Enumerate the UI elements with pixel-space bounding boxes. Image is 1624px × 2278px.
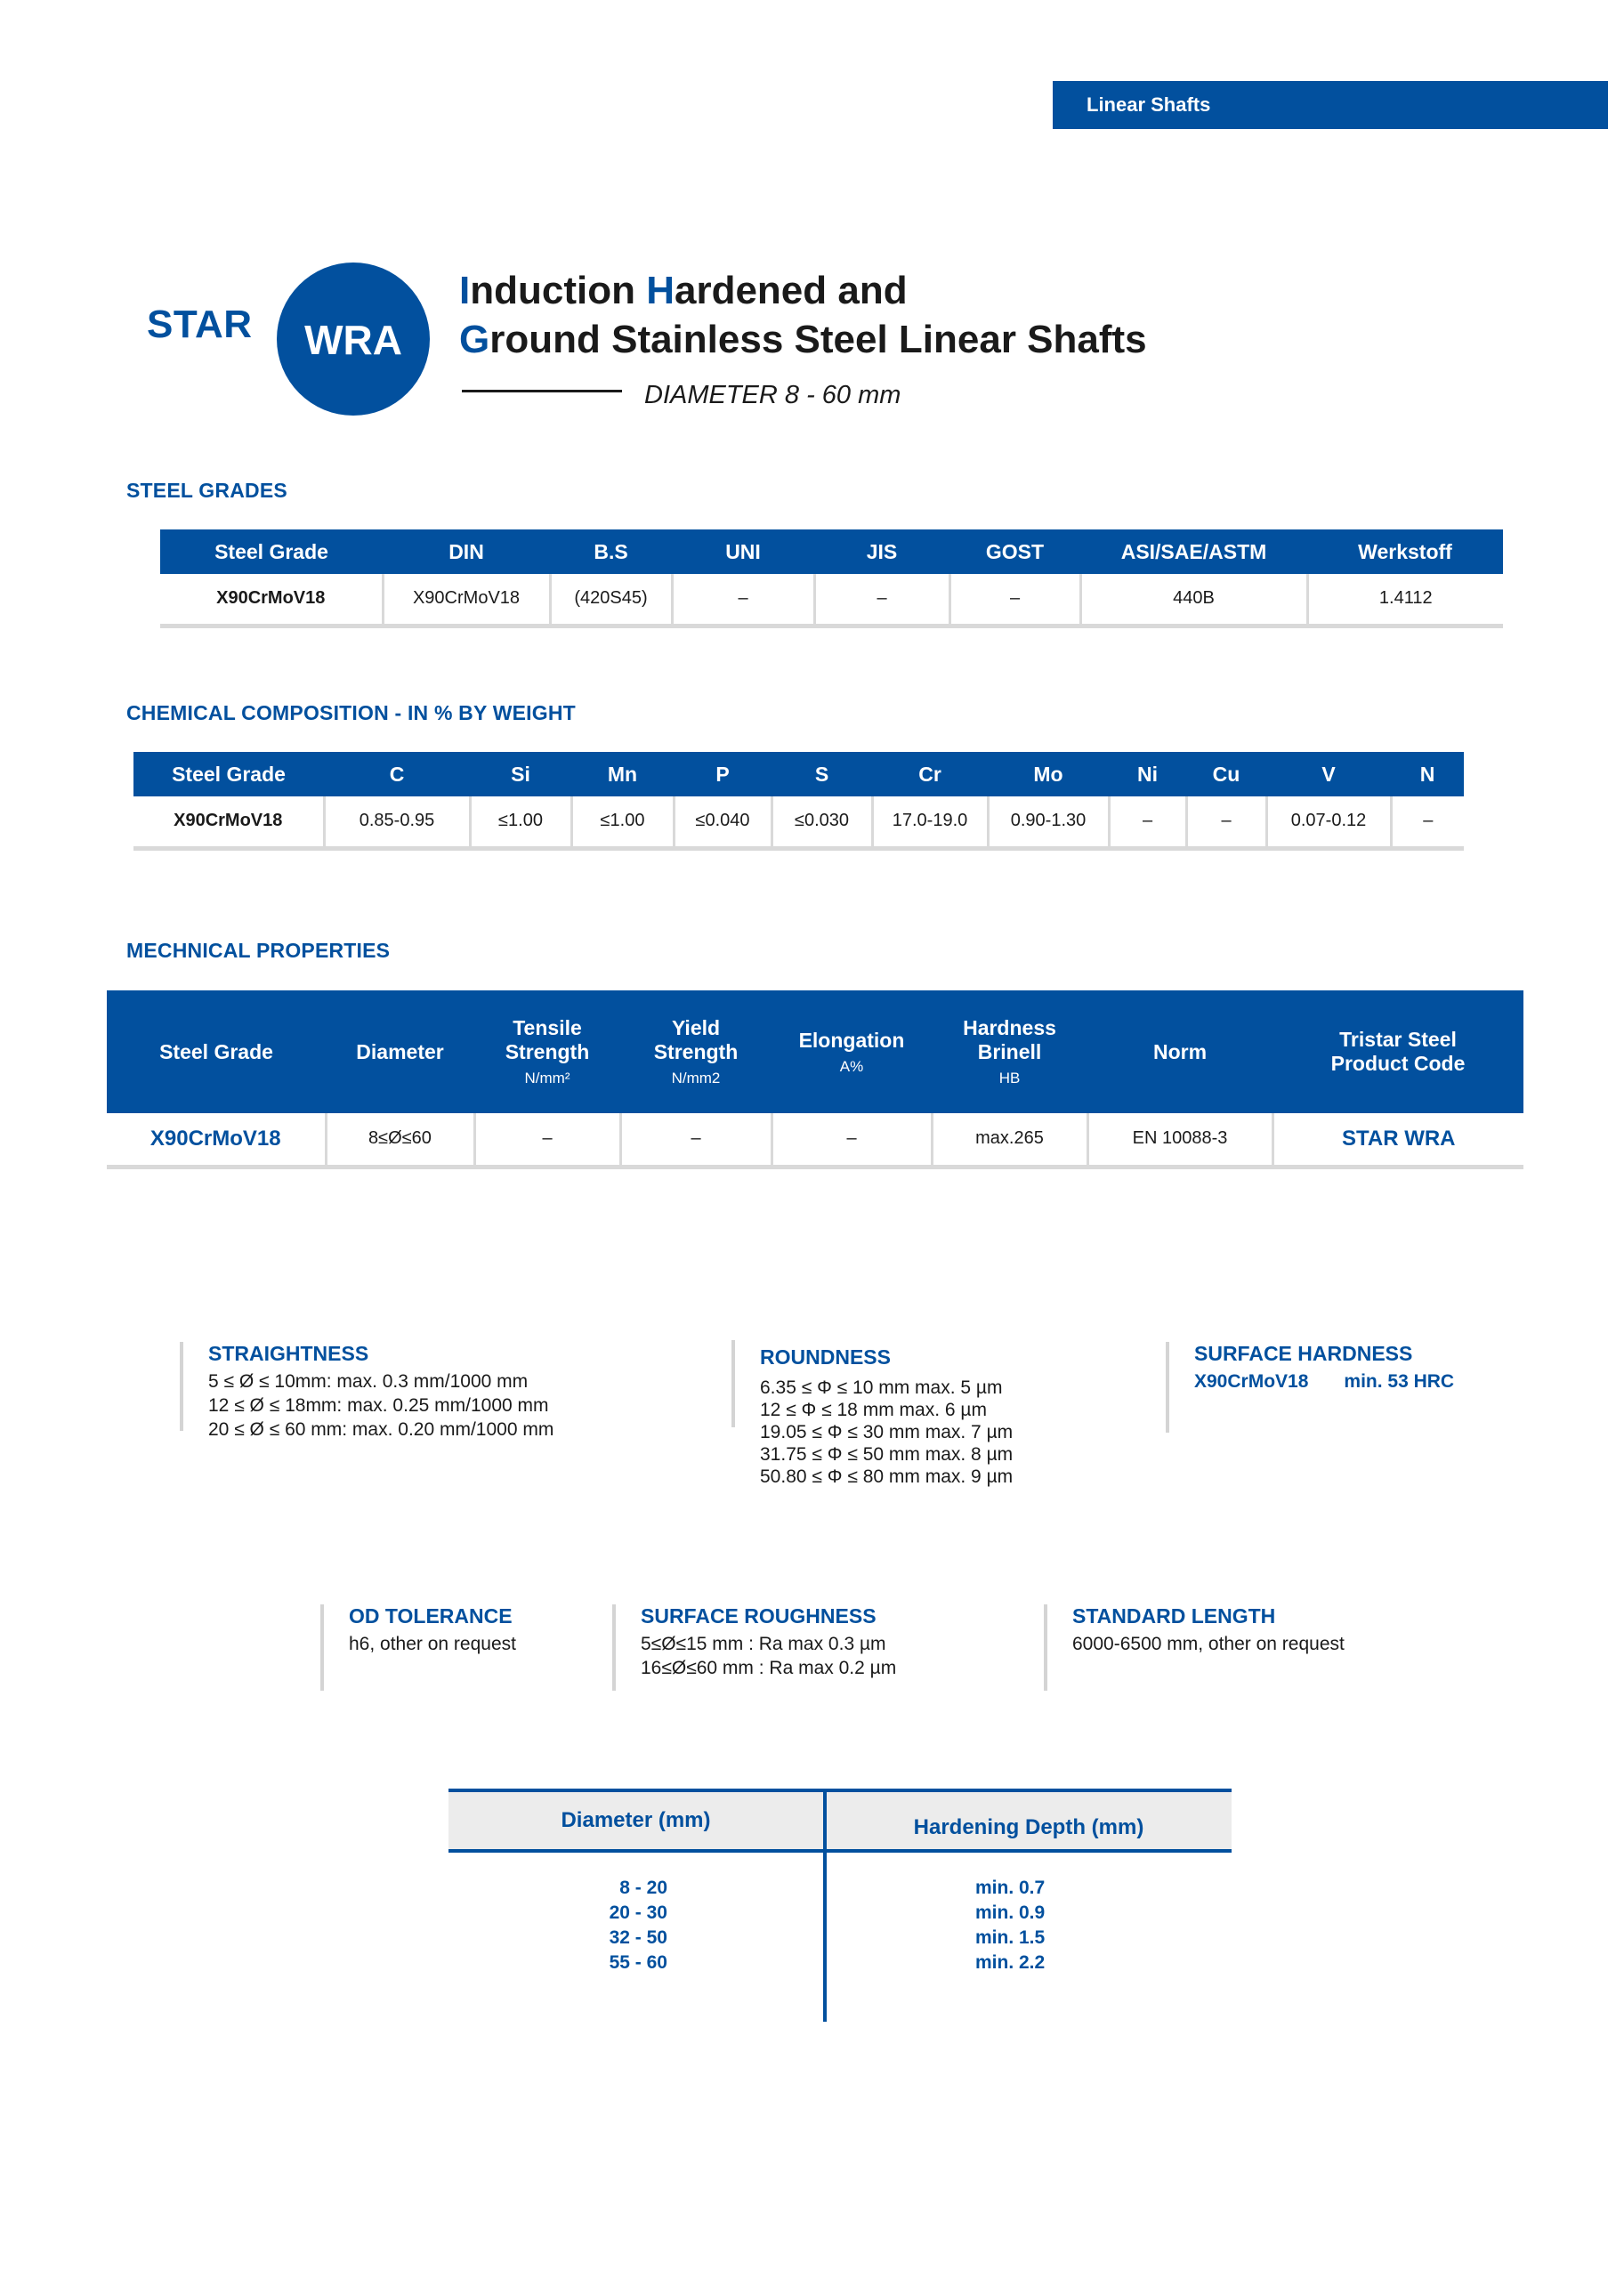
standard-length-line: 6000-6500 mm, other on request [1072, 1634, 1345, 1654]
table-cell: 8≤Ø≤60 [326, 1113, 474, 1167]
table-header-row [107, 990, 1523, 1113]
surface-roughness-block [612, 1604, 896, 1691]
title-initial: H [646, 269, 675, 312]
column-label: Yield Strength [653, 1016, 739, 1063]
standard-length-block [1044, 1604, 1345, 1691]
steel-grades-table [160, 529, 1503, 628]
column-header: Mn [571, 752, 674, 796]
column-header [932, 990, 1087, 1113]
column-header: JIS [814, 529, 949, 574]
column-header: Cr [872, 752, 988, 796]
column-header: N [1391, 752, 1464, 796]
roundness-line: 19.05 ≤ Φ ≤ 30 mm max. 7 µm [760, 1422, 1014, 1442]
column-label: Elongation [798, 1028, 905, 1052]
column-header: UNI [672, 529, 814, 574]
surface-hardness-line [1194, 1369, 1454, 1393]
title-text: nduction [470, 269, 647, 312]
table-row [448, 1902, 1232, 1927]
column-label: Tristar Steel Product Code [1330, 1028, 1466, 1075]
column-header: Ni [1109, 752, 1186, 796]
column-label: Steel Grade [159, 1039, 273, 1063]
od-tolerance-heading: OD TOLERANCE [349, 1604, 513, 1628]
table-cell: – [474, 1113, 620, 1167]
table-cell: 17.0-19.0 [872, 796, 988, 848]
brand-star-text: STAR [147, 303, 253, 346]
title-initial: I [459, 269, 471, 312]
surface-hardness-heading: SURFACE HARDNESS [1194, 1342, 1413, 1365]
table-cell: min. 1.5 [975, 1927, 1046, 1948]
column-header: Hardening Depth (mm) [913, 1815, 1144, 1839]
table-cell: (420S45) [550, 574, 672, 626]
column-label: Tensile Strength [505, 1016, 590, 1063]
page-title-line-1 [459, 269, 908, 313]
title-text: round Stainless Steel Linear Shafts [489, 318, 1147, 361]
brand-wra-text: WRA [304, 317, 402, 363]
surface-roughness-heading: SURFACE ROUGHNESS [641, 1604, 877, 1628]
table-cell: STAR WRA [1273, 1113, 1523, 1167]
table-row [133, 796, 1464, 848]
column-header: ASI/SAE/ASTM [1080, 529, 1307, 574]
roundness-line: 12 ≤ Φ ≤ 18 mm max. 6 µm [760, 1400, 987, 1420]
table-cell: – [672, 574, 814, 626]
column-header: DIN [383, 529, 550, 574]
table-cell: 0.85-0.95 [324, 796, 470, 848]
table-cell: ≤1.00 [470, 796, 571, 848]
od-tolerance-block [320, 1604, 516, 1691]
table-row [107, 1113, 1523, 1167]
table-cell: min. 2.2 [975, 1952, 1046, 1973]
column-header [772, 990, 932, 1113]
table-cell: 0.07-0.12 [1266, 796, 1391, 848]
table-cell: 1.4112 [1307, 574, 1503, 626]
column-header [326, 990, 474, 1113]
surface-hardness-grade: X90CrMoV18 [1194, 1371, 1309, 1392]
surface-roughness-line: 5≤Ø≤15 mm : Ra max 0.3 µm [641, 1634, 886, 1654]
column-unit: HB [998, 1070, 1021, 1086]
title-initial: G [459, 318, 490, 361]
column-header: C [324, 752, 470, 796]
column-header: P [674, 752, 772, 796]
table-header-row [160, 529, 1503, 574]
column-label: Diameter [356, 1039, 444, 1063]
column-header [107, 990, 326, 1113]
column-header: V [1266, 752, 1391, 796]
table-cell: – [1186, 796, 1266, 848]
table-cell: X90CrMoV18 [160, 574, 383, 626]
table-cell: X90CrMoV18 [133, 796, 324, 848]
page-subtitle: DIAMETER 8 - 60 mm [644, 381, 901, 409]
straightness-line: 20 ≤ Ø ≤ 60 mm: max. 0.20 mm/1000 mm [208, 1419, 554, 1440]
surface-roughness-line: 16≤Ø≤60 mm : Ra max 0.2 µm [641, 1658, 897, 1678]
column-header [474, 990, 620, 1113]
table-cell: – [814, 574, 949, 626]
table-row [448, 1878, 1232, 1902]
column-unit: A% [839, 1057, 864, 1075]
roundness-line: 31.75 ≤ Φ ≤ 50 mm max. 8 µm [760, 1444, 1014, 1465]
table-cell: ≤0.030 [772, 796, 872, 848]
table-cell: 32 - 50 [609, 1927, 667, 1948]
page-title-line-2 [459, 318, 1147, 362]
table-cell: 55 - 60 [609, 1952, 667, 1973]
table-header-row [448, 1789, 1232, 1853]
section-tag: Linear Shafts [1053, 81, 1608, 129]
table-cell: 440B [1080, 574, 1307, 626]
table-cell: X90CrMoV18 [383, 574, 550, 626]
standard-length-heading: STANDARD LENGTH [1072, 1604, 1276, 1628]
surface-hardness-block [1166, 1342, 1454, 1433]
column-header: Mo [988, 752, 1109, 796]
column-unit: N/mm2 [671, 1070, 721, 1086]
roundness-heading: ROUNDNESS [760, 1345, 891, 1369]
table-cell: max.265 [932, 1113, 1087, 1167]
steel-grades-heading: STEEL GRADES [126, 479, 287, 502]
table-cell: 8 - 20 [619, 1878, 667, 1898]
table-cell: 0.90-1.30 [988, 796, 1109, 848]
column-header: Diameter (mm) [561, 1808, 711, 1832]
table-cell: ≤0.040 [674, 796, 772, 848]
column-header: Si [470, 752, 571, 796]
surface-hardness-value: min. 53 HRC [1344, 1371, 1455, 1392]
straightness-block [180, 1342, 554, 1440]
table-cell: – [1391, 796, 1464, 848]
column-header [620, 990, 772, 1113]
table-cell: – [949, 574, 1080, 626]
column-header: Steel Grade [133, 752, 324, 796]
od-tolerance-line: h6, other on request [349, 1634, 516, 1654]
straightness-heading: STRAIGHTNESS [208, 1342, 369, 1365]
roundness-line: 6.35 ≤ Φ ≤ 10 mm max. 5 µm [760, 1377, 1003, 1398]
column-label: Norm [1152, 1039, 1208, 1063]
column-header: GOST [949, 529, 1080, 574]
table-cell: X90CrMoV18 [107, 1113, 326, 1167]
mechanical-properties-heading: MECHNICAL PROPERTIES [126, 939, 391, 962]
table-cell: min. 0.9 [975, 1902, 1046, 1923]
column-header: S [772, 752, 872, 796]
table-cell: min. 0.7 [975, 1878, 1046, 1898]
column-header [1273, 990, 1523, 1113]
table-header-row [133, 752, 1464, 796]
column-header: Cu [1186, 752, 1266, 796]
chemical-composition-heading: CHEMICAL COMPOSITION - IN % BY WEIGHT [126, 701, 576, 724]
column-header [1087, 990, 1273, 1113]
column-header: B.S [550, 529, 672, 574]
column-header: Steel Grade [160, 529, 383, 574]
table-row [448, 1927, 1232, 1952]
roundness-block [731, 1340, 1014, 1487]
chemical-composition-table [133, 752, 1464, 851]
table-cell: ≤1.00 [571, 796, 674, 848]
title-divider [462, 390, 622, 392]
column-label: Hardness Brinell [963, 1016, 1056, 1063]
roundness-line: 50.80 ≤ Φ ≤ 80 mm max. 9 µm [760, 1466, 1014, 1487]
table-cell: – [1109, 796, 1186, 848]
table-cell: – [772, 1113, 932, 1167]
table-cell: EN 10088-3 [1087, 1113, 1273, 1167]
column-header: Werkstoff [1307, 529, 1503, 574]
straightness-line: 5 ≤ Ø ≤ 10mm: max. 0.3 mm/1000 mm [208, 1371, 529, 1392]
mechanical-properties-table [107, 990, 1523, 1169]
straightness-line: 12 ≤ Ø ≤ 18mm: max. 0.25 mm/1000 mm [208, 1395, 549, 1416]
table-cell: – [620, 1113, 772, 1167]
hardening-depth-table [448, 1789, 1232, 1973]
table-row [160, 574, 1503, 626]
table-cell: 20 - 30 [609, 1902, 667, 1923]
title-text: ardened and [674, 269, 908, 312]
column-unit: N/mm² [524, 1070, 570, 1086]
table-row [448, 1952, 1232, 1977]
